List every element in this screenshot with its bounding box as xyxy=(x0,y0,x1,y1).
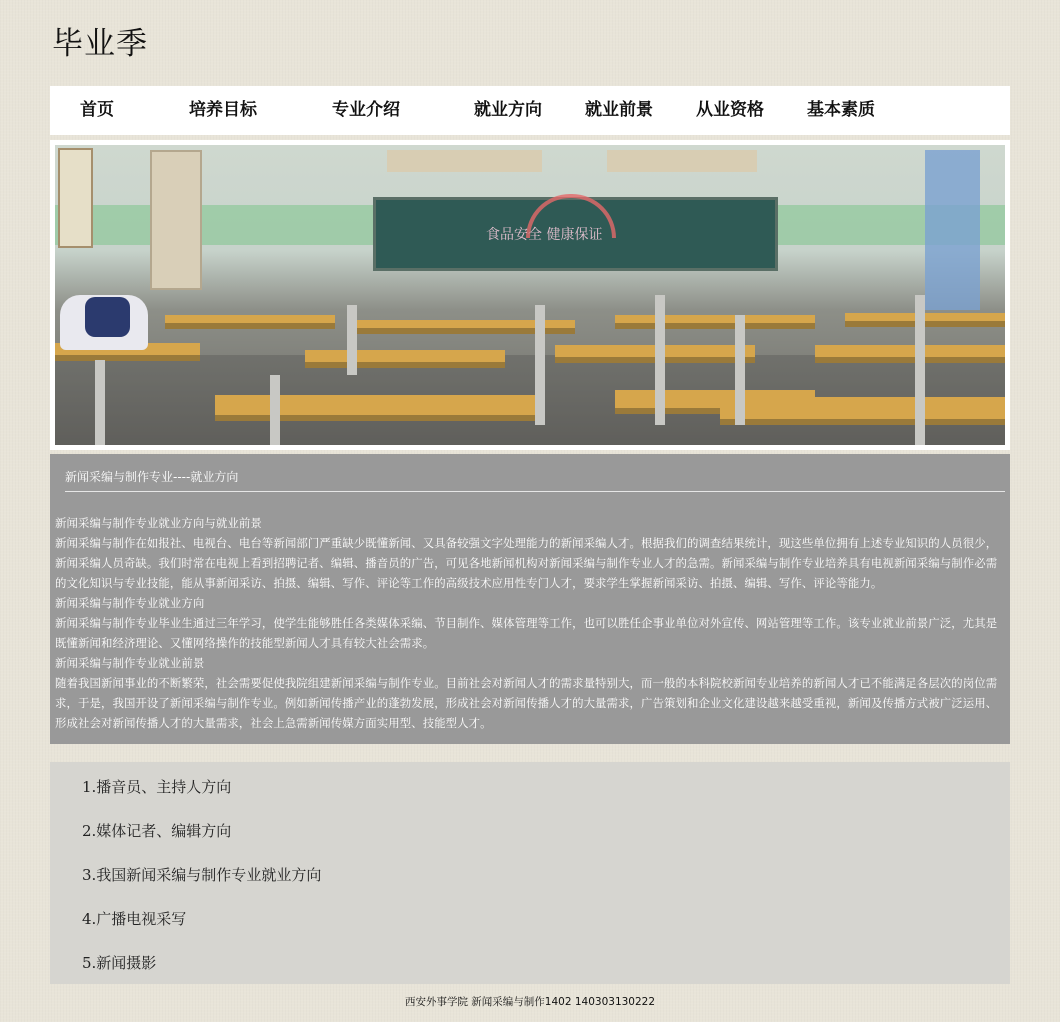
article-paragraph: 随着我国新闻事业的不断繁荣，社会需要促使我院组建新闻采编与制作专业。目前社会对新闻人才的需求量特别大，而一般的本科院校新闻专业培养的新闻人才已不能满足各层次的岗位需求，于是，我国开设了新闻采编与制作专业。例如新闻传播产业的蓬勃发展，形成社会对新闻传播人才的大量需求，广告策划和企业文化建设越来越受重视，新闻及传播方式被广泛运用、形成社会对新闻传播人才的大量需求，社会上急需新闻传媒方面实用型、技能型人才。 xyxy=(55,676,998,730)
career-direction-list xyxy=(50,762,1010,984)
article-subheading: 新闻采编与制作专业就业方向 xyxy=(55,596,205,610)
article-panel xyxy=(50,454,1010,744)
article-subheading: 新闻采编与制作专业就业方向与就业前景 xyxy=(55,516,262,530)
banner-image-frame xyxy=(50,140,1010,450)
nav-item-qualifications[interactable]: 从业资格 xyxy=(696,100,764,120)
nav-item-career-direction[interactable]: 就业方向 xyxy=(474,100,542,120)
nav-item-basic-qualities[interactable]: 基本素质 xyxy=(807,100,875,120)
nav-item-major[interactable]: 专业介绍 xyxy=(332,100,400,120)
blackboard xyxy=(373,197,778,271)
list-item[interactable]: 2.媒体记者、编辑方向 xyxy=(82,822,232,840)
nav-item-home[interactable]: 首页 xyxy=(80,100,114,120)
blackboard-text: 食品安全 健康保证 xyxy=(486,227,603,243)
nav-item-goals[interactable]: 培养目标 xyxy=(189,100,257,120)
footer-text: 西安外事学院 新闻采编与制作1402 140303130222 xyxy=(404,996,656,1008)
list-item[interactable]: 3.我国新闻采编与制作专业就业方向 xyxy=(82,866,322,884)
site-title: 毕业季 xyxy=(52,26,148,62)
nav-item-career-prospects[interactable]: 就业前景 xyxy=(585,100,653,120)
article-paragraph: 新闻采编与制作专业毕业生通过三年学习，使学生能够胜任各类媒体采编、节目制作、媒体管理等工作，也可以胜任企事业单位对外宣传、网站管理等工作。该专业就业前景广泛，尤其是既懂新闻和经济理论、又懂网络操作的技能型新闻人才具有较大社会需求。 xyxy=(55,616,998,650)
list-item[interactable]: 5.新闻摄影 xyxy=(82,954,157,972)
article-subheading: 新闻采编与制作专业就业前景 xyxy=(55,656,205,670)
article-paragraph: 新闻采编与制作在如报社、电视台、电台等新闻部门严重缺少既懂新闻、又具备较强文字处理能力的新闻采编人才。根据我们的调查结果统计，现这些单位拥有上述专业知识的人员很少，新闻采编人员奇缺。我们时常在电视上看到招聘记者、编辑、播音员的广告，可见各地新闻机构对新闻采编与制作专业人才的急需。新闻采编与制作专业培养具有电视新闻采编与制作必需的文化知识与专业技能，能从事新闻采访、拍摄、编辑、写作、评论等工作的高级技术应用性专门人才，要求学生掌握新闻采访、拍摄、编辑、写作、评论等能力。 xyxy=(55,536,998,590)
article-title: 新闻采编与制作专业----就业方向 xyxy=(65,468,1005,492)
main-nav xyxy=(50,86,1010,135)
article-body xyxy=(55,513,1005,733)
list-item[interactable]: 4.广播电视采写 xyxy=(82,910,187,928)
classroom-photo xyxy=(55,145,1005,445)
list-item[interactable]: 1.播音员、主持人方向 xyxy=(82,778,232,796)
